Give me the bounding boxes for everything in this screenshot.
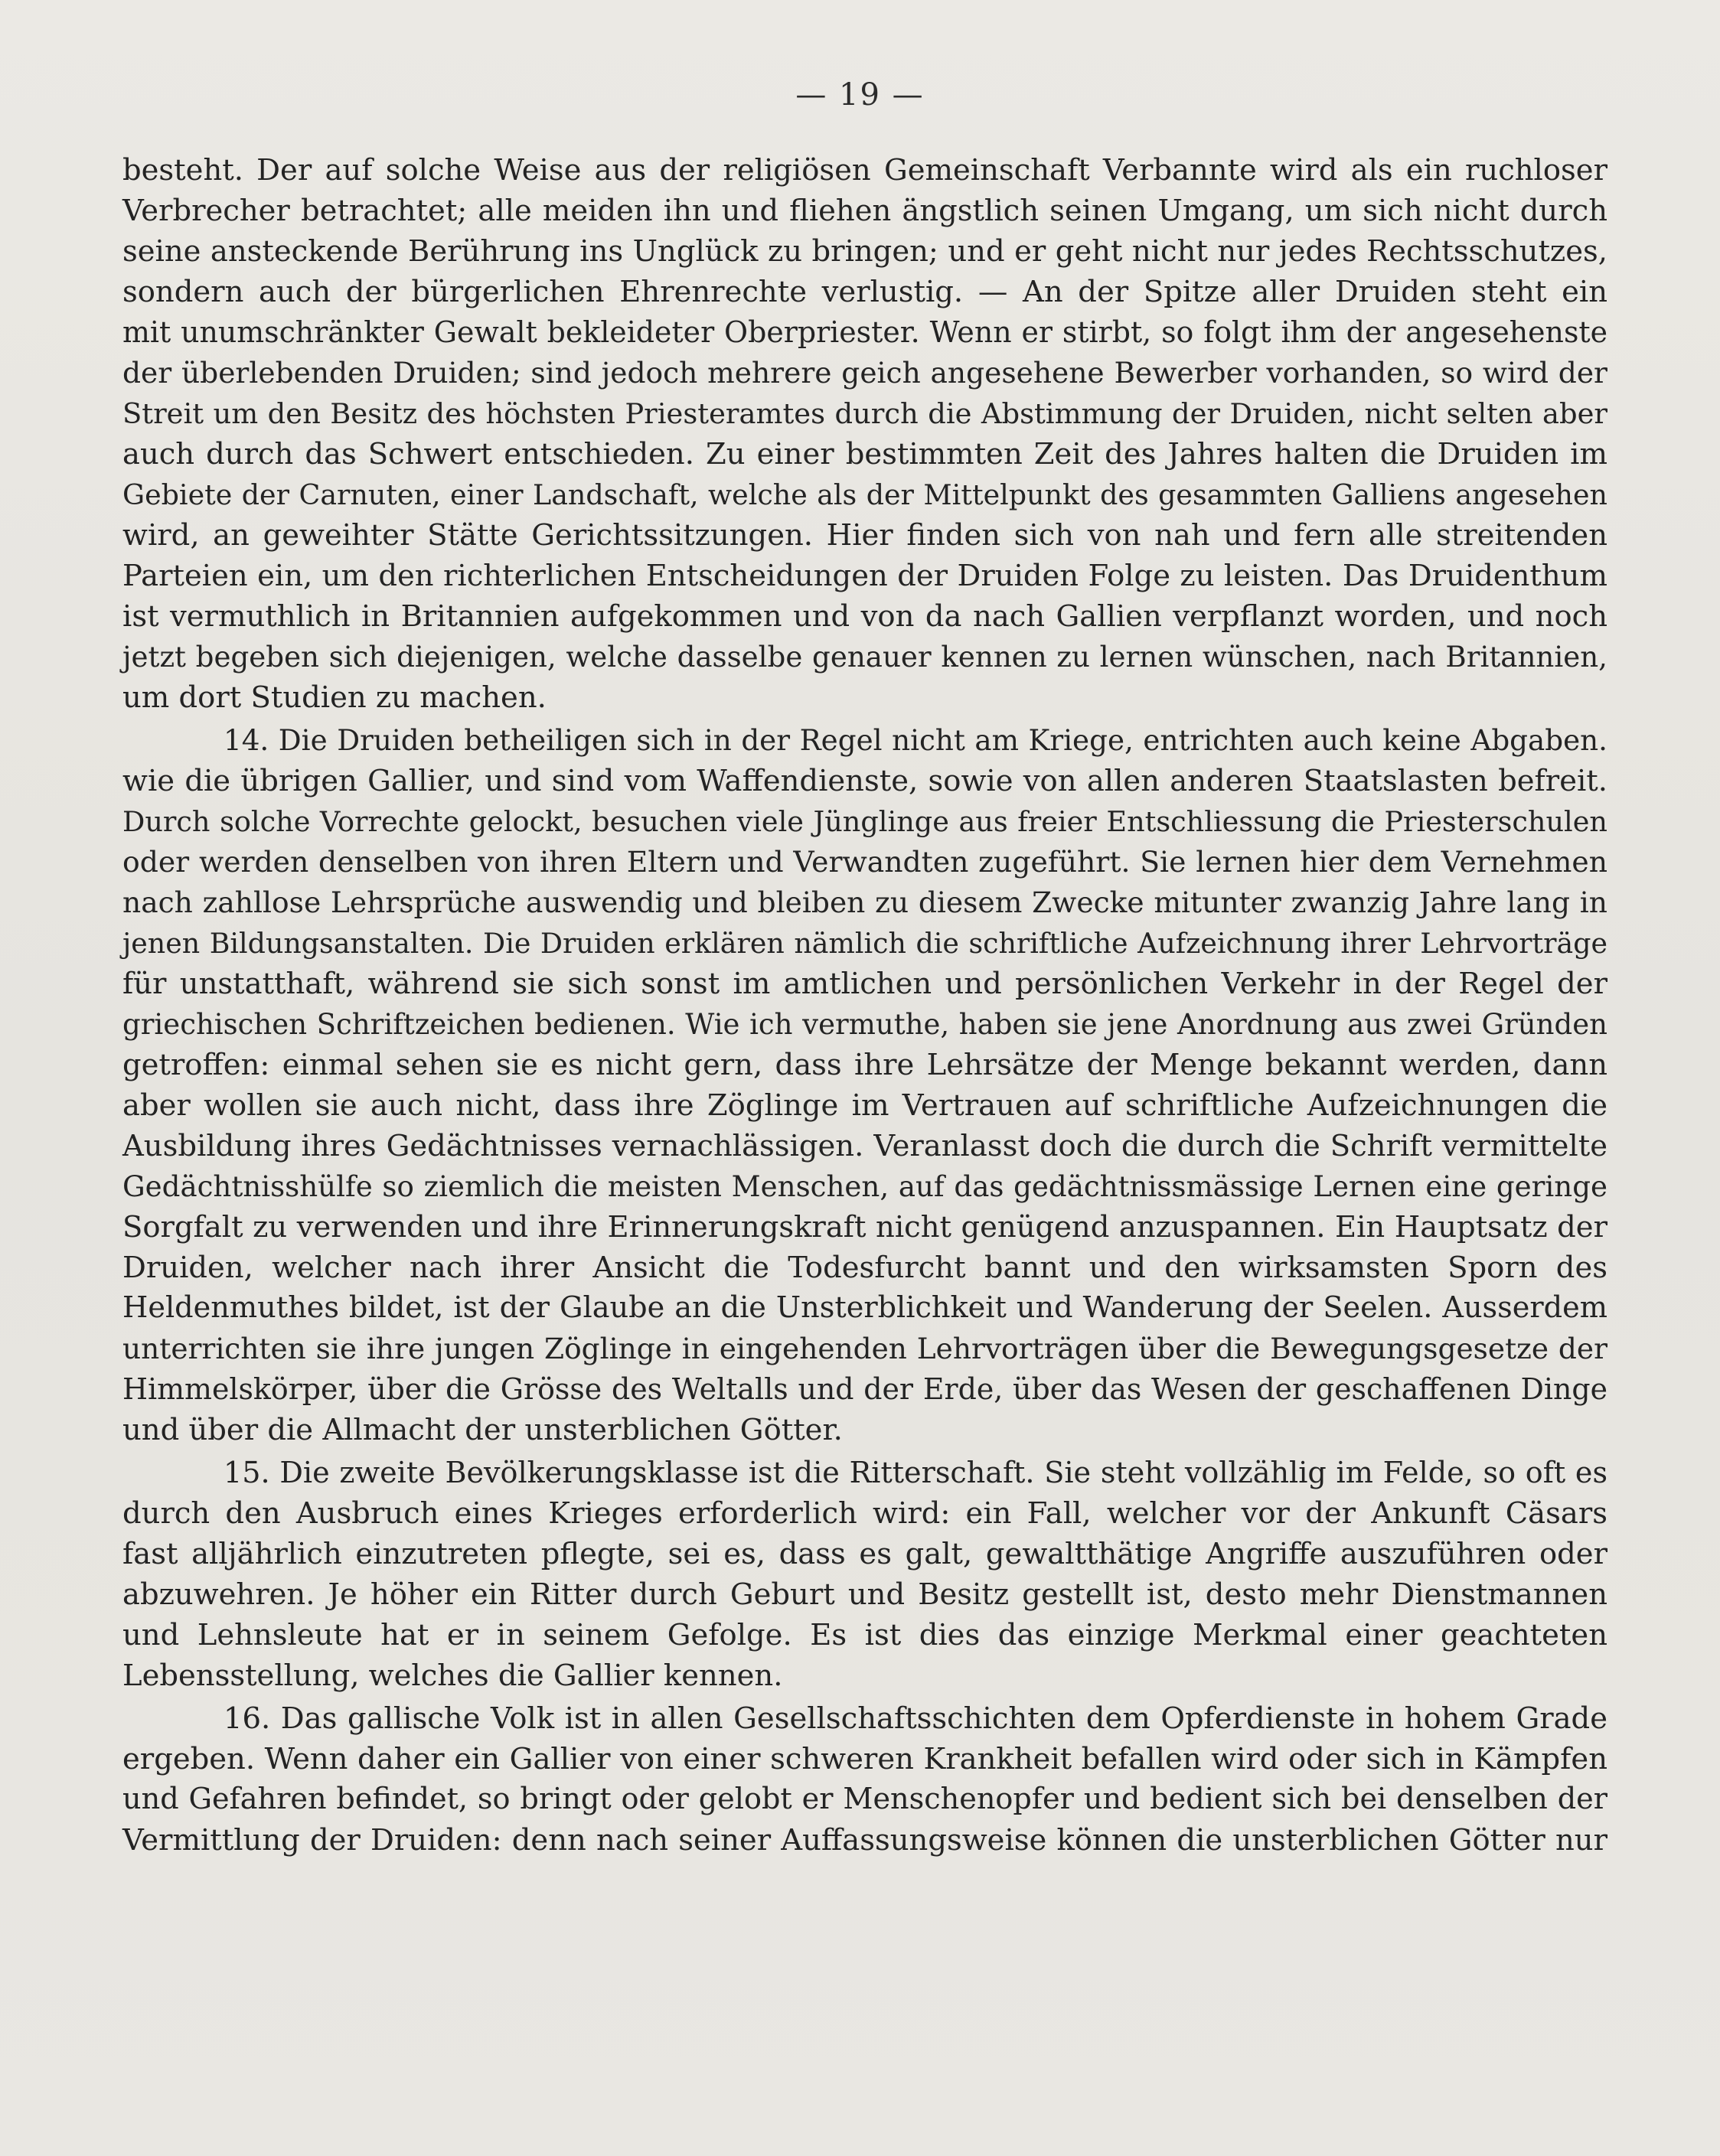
text-line: auch durch das Schwert entschieden. Zu einer bestimmten Zeit des Jahres halten die Druiden im	[122, 437, 1607, 471]
text-line: und über die Allmacht der unsterblichen Götter.	[122, 1413, 843, 1447]
text-line: durch den Ausbruch eines Krieges erforderlich wird: ein Fall, welcher vor der Ankunft Cäsars	[122, 1496, 1607, 1531]
text-line: Lebensstellung, welches die Gallier kennen.	[122, 1659, 783, 1693]
text-line: sondern auch der bürgerlichen Ehrenrechte verlustig. — An der Spitze aller Druiden steht ein	[122, 275, 1607, 309]
page-number: — 19 —	[795, 77, 925, 113]
text-line: Heldenmuthes bildet, ist der Glaube an die Unsterblichkeit und Wanderung der Seelen. Ausserdem	[122, 1291, 1607, 1325]
paragraph-15	[122, 1453, 1607, 1696]
text-line: besteht. Der auf solche Weise aus der religiösen Gemeinschaft Verbannte wird als ein ruchloser	[122, 153, 1607, 188]
text-line: Gedächtnisshülfe so ziemlich die meisten Menschen, auf das gedächtnissmässige Lernen eine geringe	[122, 1170, 1607, 1203]
text-line: fast alljährlich einzutreten pflegte, sei es, dass es galt, gewaltthätige Angriffe auszuführen oder	[122, 1537, 1607, 1571]
text-line: und Gefahren befindet, so bringt oder gelobt er Menschenopfer und bedient sich bei denselben der	[122, 1783, 1607, 1816]
text-line: um dort Studien zu machen.	[122, 680, 547, 715]
text-line: wird, an geweihter Stätte Gerichtssitzungen. Hier finden sich von nah und fern alle streitenden	[122, 518, 1607, 553]
text-line: oder werden denselben von ihren Eltern und Verwandten zugeführt. Sie lernen hier dem Vernehmen	[122, 845, 1607, 879]
text-line: Sorgfalt zu verwenden und ihre Erinnerungskraft nicht genügend anzuspannen. Ein Hauptsatz der	[122, 1210, 1607, 1244]
text-line: ergeben. Wenn daher ein Gallier von einer schweren Krankheit befallen wird oder sich in Kämpfen	[122, 1742, 1607, 1776]
text-line: Ausbildung ihres Gedächtnisses vernachlässigen. Veranlasst doch die durch die Schrift vermittelte	[122, 1129, 1607, 1163]
text-line: und Lehnsleute hat er in seinem Gefolge. Es ist dies das einzige Merkmal einer geachteten	[122, 1618, 1607, 1652]
text-line: aber wollen sie auch nicht, dass ihre Zöglinge im Vertrauen auf schriftliche Aufzeichnungen die	[122, 1088, 1607, 1123]
text-line: 15. Die zweite Bevölkerungsklasse ist die Ritterschaft. Sie steht vollzählig im Felde, so oft es	[224, 1456, 1607, 1489]
text-line: unterrichten sie ihre jungen Zöglinge in eingehenden Lehrvorträgen über die Bewegungsgesetze der	[122, 1332, 1607, 1365]
paragraph-continuation	[122, 150, 1607, 718]
text-line: Himmelskörper, über die Grösse des Weltalls und der Erde, über das Wesen der geschaffenen Dinge	[122, 1372, 1607, 1406]
text-line: wie die übrigen Gallier, und sind vom Waffendienste, sowie von allen anderen Staatslasten befreit.	[122, 764, 1607, 798]
text-line: ist vermuthlich in Britannien aufgekommen und von da nach Gallien verpflanzt worden, und noch	[122, 599, 1607, 634]
paragraph-14	[122, 720, 1607, 1450]
text-line: jetzt begeben sich diejenigen, welche dasselbe genauer kennen zu lernen wünschen, nach Britannien,	[122, 640, 1607, 674]
text-line: jenen Bildungsanstalten. Die Druiden erklären nämlich die schriftliche Aufzeichnung ihrer Lehrvorträge	[122, 927, 1607, 960]
text-line: getroffen: einmal sehen sie es nicht gern, dass ihre Lehrsätze der Menge bekannt werden, dann	[122, 1048, 1607, 1082]
text-line: Druiden, welcher nach ihrer Ansicht die Todesfurcht bannt und den wirksamsten Sporn des	[122, 1251, 1607, 1285]
text-line: Parteien ein, um den richterlichen Entscheidungen der Druiden Folge zu leisten. Das Druidenthum	[122, 559, 1607, 593]
body-text	[122, 150, 1607, 1861]
text-line: mit unumschränkter Gewalt bekleideter Oberpriester. Wenn er stirbt, so folgt ihm der angesehenste	[122, 315, 1607, 349]
text-line: nach zahllose Lehrsprüche auswendig und bleiben zu diesem Zwecke mitunter zwanzig Jahre lang in	[122, 886, 1607, 919]
text-line: Durch solche Vorrechte gelockt, besuchen viele Jünglinge aus freier Entschliessung die Priesterschulen	[122, 805, 1607, 838]
text-line: Streit um den Besitz des höchsten Priesteramtes durch die Abstimmung der Druiden, nicht selten aber	[122, 397, 1607, 430]
text-line: Gebiete der Carnuten, einer Landschaft, welche als der Mittelpunkt des gesammten Galliens angesehen	[122, 478, 1607, 511]
text-line: 16. Das gallische Volk ist in allen Gesellschaftsschichten dem Opferdienste in hohem Grade	[224, 1701, 1607, 1736]
text-line: Verbrecher betrachtet; alle meiden ihn und fliehen ängstlich seinen Umgang, um sich nicht durch	[122, 194, 1607, 228]
paragraph-16	[122, 1698, 1607, 1861]
text-line: für unstatthaft, während sie sich sonst im amtlichen und persönlichen Verkehr in der Regel der	[122, 967, 1607, 1001]
text-line: Vermittlung der Druiden: denn nach seiner Auffassungsweise können die unsterblichen Götter nur	[122, 1823, 1607, 1858]
text-line: 14. Die Druiden betheiligen sich in der Regel nicht am Kriege, entrichten auch keine Abgaben.	[224, 723, 1607, 757]
text-line: der überlebenden Druiden; sind jedoch mehrere geich angesehene Bewerber vorhanden, so wird der	[122, 356, 1607, 390]
text-line: griechischen Schriftzeichen bedienen. Wie ich vermuthe, haben sie jene Anordnung aus zwei Gründen	[122, 1008, 1607, 1041]
text-line: abzuwehren. Je höher ein Ritter durch Geburt und Besitz gestellt ist, desto mehr Dienstmannen	[122, 1577, 1607, 1612]
text-line: seine ansteckende Berührung ins Unglück zu bringen; und er geht nicht nur jedes Rechtsschutzes,	[122, 234, 1607, 269]
